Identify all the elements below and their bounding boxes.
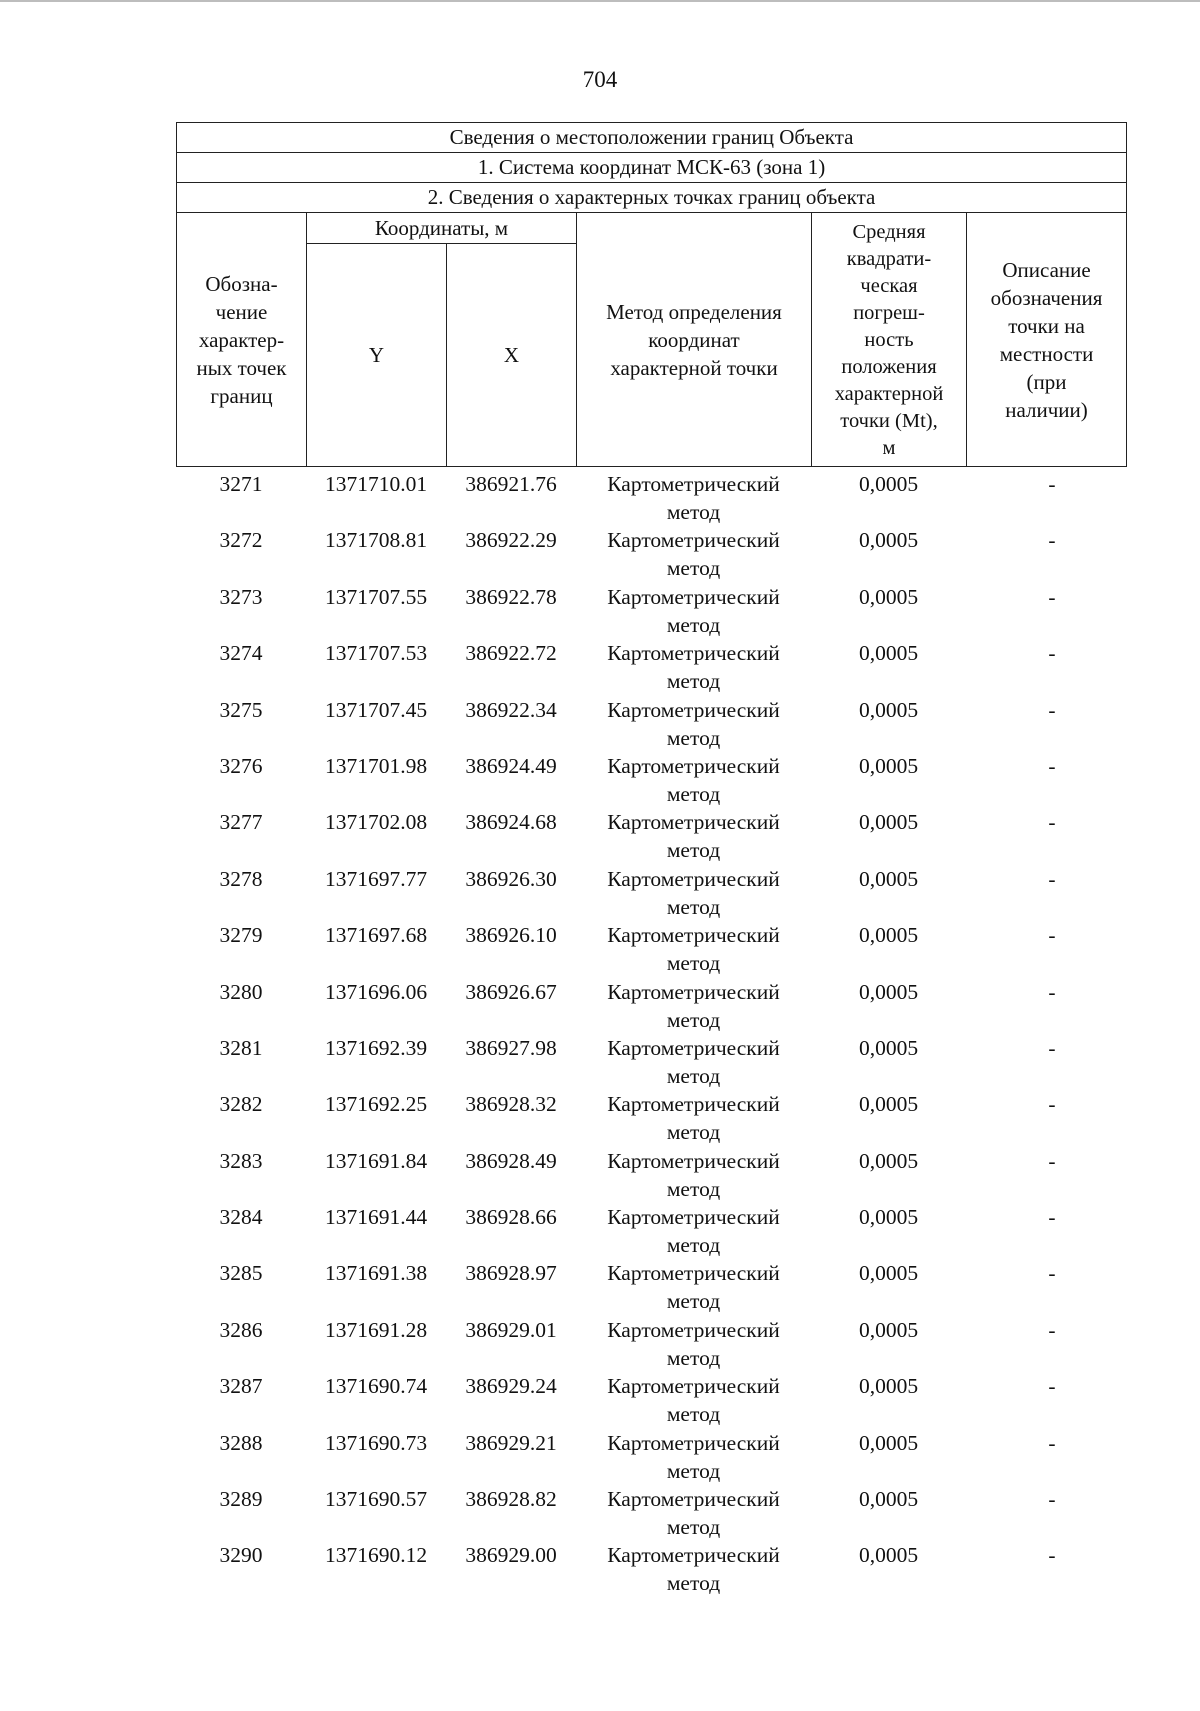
description-cell: - (1048, 1148, 1056, 1173)
mt-error-cell: 0,0005 (858, 1205, 919, 1230)
table-row (176, 1034, 1126, 1090)
coordinate-y-cell: 1371701.98 (324, 753, 428, 778)
method-cell: Картометрический метод (607, 1261, 780, 1314)
coordinate-x-cell: 386929.21 (465, 1430, 557, 1455)
coordinate-y-cell: 1371692.39 (324, 1035, 428, 1060)
point-id-cell: 3289 (219, 1487, 263, 1512)
coordinates-header: Координаты, м (307, 213, 577, 244)
method-cell: Картометрический метод (607, 753, 780, 806)
coordinate-y-cell: 1371708.81 (324, 528, 428, 553)
coordinate-y-cell: 1371692.25 (324, 1092, 428, 1117)
mt-error-cell: 0,0005 (858, 1487, 919, 1512)
table-row (176, 978, 1126, 1034)
coordinate-x-cell: 386927.98 (465, 1035, 557, 1060)
coordinate-y-cell: 1371710.01 (324, 472, 428, 496)
coordinate-x-cell: 386924.49 (465, 753, 557, 778)
boundary-header-table (176, 122, 1127, 467)
mt-error-cell: 0,0005 (858, 1261, 919, 1286)
table-row (176, 1316, 1126, 1372)
coordinate-x-cell: 386921.76 (465, 472, 557, 496)
point-id-cell: 3286 (219, 1317, 263, 1342)
method-cell: Картометрический метод (607, 1487, 780, 1540)
table-row (176, 865, 1126, 921)
mt-error-cell: 0,0005 (858, 866, 919, 891)
method-cell: Картометрический метод (607, 1035, 780, 1088)
description-cell: - (1048, 923, 1056, 948)
table-row (176, 808, 1126, 864)
table-row (176, 583, 1126, 639)
method-cell: Картометрический метод (607, 1148, 780, 1201)
point-id-cell: 3273 (219, 584, 263, 609)
method-cell: Картометрический метод (607, 584, 780, 637)
method-cell: Картометрический метод (607, 1374, 780, 1427)
table-row (176, 639, 1126, 695)
method-cell: Картометрический метод (607, 1092, 780, 1145)
description-cell: - (1048, 1205, 1056, 1230)
method-cell: Картометрический метод (607, 528, 780, 581)
point-id-cell: 3285 (219, 1261, 263, 1286)
coordinate-x-cell: 386926.67 (465, 979, 557, 1004)
point-id-cell: 3276 (219, 753, 263, 778)
mt-error-cell: 0,0005 (858, 472, 919, 496)
coordinate-x-cell: 386926.10 (465, 923, 557, 948)
table-row (176, 696, 1126, 752)
method-cell: Картометрический метод (607, 923, 780, 976)
description-cell: - (1048, 979, 1056, 1004)
point-id-cell: 3281 (219, 1035, 263, 1060)
mt-error-cell: 0,0005 (858, 1148, 919, 1173)
point-id-cell: 3284 (219, 1205, 263, 1230)
coordinate-x-cell: 386924.68 (465, 810, 557, 835)
point-id-cell: 3288 (219, 1430, 263, 1455)
coordinate-x-cell: 386929.24 (465, 1374, 557, 1399)
description-cell: - (1048, 528, 1056, 553)
top-rule (0, 0, 1200, 2)
point-id-cell: 3278 (219, 866, 263, 891)
description-cell: - (1048, 1374, 1056, 1399)
table-row (176, 1372, 1126, 1428)
coordinate-x-cell: 386928.66 (465, 1205, 557, 1230)
point-id-cell: 3271 (219, 472, 263, 496)
coordinate-x-cell: 386922.29 (465, 528, 557, 553)
coordinate-x-cell: 386928.32 (465, 1092, 557, 1117)
description-cell: - (1048, 753, 1056, 778)
boundary-points-table (176, 470, 1126, 1598)
points-section-title: 2. Сведения о характерных точках границ объекта (177, 183, 1127, 213)
table-row (176, 921, 1126, 977)
method-cell: Картометрический метод (607, 979, 780, 1032)
point-id-cell: 3290 (219, 1543, 263, 1568)
description-cell: - (1048, 1317, 1056, 1342)
coordinate-y-cell: 1371707.45 (324, 697, 428, 722)
method-header: Метод определения координат характерной точки (577, 213, 812, 467)
coordinate-y-cell: 1371697.68 (324, 923, 428, 948)
mt-error-cell: 0,0005 (858, 753, 919, 778)
point-id-cell: 3283 (219, 1148, 263, 1173)
method-cell: Картометрический метод (607, 1543, 780, 1596)
coordinate-y-cell: 1371691.44 (324, 1205, 428, 1230)
coordinate-y-cell: 1371696.06 (324, 979, 428, 1004)
y-header: Y (307, 244, 447, 467)
point-id-cell: 3275 (219, 697, 263, 722)
method-cell: Картометрический метод (607, 472, 780, 524)
method-cell: Картометрический метод (607, 810, 780, 863)
method-cell: Картометрический метод (607, 866, 780, 919)
mt-error-cell: 0,0005 (858, 584, 919, 609)
description-cell: - (1048, 810, 1056, 835)
coordinate-x-cell: 386922.72 (465, 641, 557, 666)
coordinate-x-cell: 386929.01 (465, 1317, 557, 1342)
point-id-cell: 3272 (219, 528, 263, 553)
description-cell: - (1048, 641, 1056, 666)
coordinate-x-cell: 386926.30 (465, 866, 557, 891)
method-cell: Картометрический метод (607, 697, 780, 750)
mt-error-cell: 0,0005 (858, 641, 919, 666)
table-row (176, 1147, 1126, 1203)
coordinate-y-cell: 1371707.55 (324, 584, 428, 609)
error-header: Средняя квадрати- ческая погреш- ность положения характерной точки (Mt), м (812, 213, 967, 467)
method-cell: Картометрический метод (607, 1205, 780, 1258)
table-row (176, 752, 1126, 808)
table-row (176, 1090, 1126, 1146)
method-cell: Картометрический метод (607, 641, 780, 694)
description-cell: - (1048, 1487, 1056, 1512)
description-cell: - (1048, 1035, 1056, 1060)
coordinate-system-title: 1. Система координат МСК-63 (зона 1) (177, 153, 1127, 183)
mt-error-cell: 0,0005 (858, 979, 919, 1004)
designation-header: Обозна- чение характер- ных точек границ (177, 213, 307, 467)
mt-error-cell: 0,0005 (858, 1092, 919, 1117)
point-id-cell: 3287 (219, 1374, 263, 1399)
method-cell: Картометрический метод (607, 1430, 780, 1483)
coordinate-y-cell: 1371690.12 (324, 1543, 428, 1568)
coordinate-x-cell: 386928.82 (465, 1487, 557, 1512)
point-id-cell: 3280 (219, 979, 263, 1004)
mt-error-cell: 0,0005 (858, 1374, 919, 1399)
point-id-cell: 3277 (219, 810, 263, 835)
description-cell: - (1048, 1543, 1056, 1568)
mt-error-cell: 0,0005 (858, 810, 919, 835)
mt-error-cell: 0,0005 (858, 1317, 919, 1342)
table-row (176, 1259, 1126, 1315)
point-id-cell: 3274 (219, 641, 263, 666)
table-row (176, 1541, 1126, 1597)
table-row (176, 1429, 1126, 1485)
table-row (176, 470, 1126, 526)
coordinate-y-cell: 1371707.53 (324, 641, 428, 666)
coordinate-y-cell: 1371691.38 (324, 1261, 428, 1286)
description-cell: - (1048, 1092, 1056, 1117)
description-cell: - (1048, 584, 1056, 609)
description-cell: - (1048, 697, 1056, 722)
description-cell: - (1048, 472, 1056, 496)
coordinate-x-cell: 386922.78 (465, 584, 557, 609)
coordinate-x-cell: 386928.49 (465, 1148, 557, 1173)
mt-error-cell: 0,0005 (858, 697, 919, 722)
coordinate-x-cell: 386928.97 (465, 1261, 557, 1286)
mt-error-cell: 0,0005 (858, 1430, 919, 1455)
table-row (176, 1485, 1126, 1541)
coordinate-y-cell: 1371690.57 (324, 1487, 428, 1512)
coordinate-y-cell: 1371691.84 (324, 1148, 428, 1173)
mt-error-cell: 0,0005 (858, 923, 919, 948)
coordinate-y-cell: 1371691.28 (324, 1317, 428, 1342)
description-cell: - (1048, 1261, 1056, 1286)
mt-error-cell: 0,0005 (858, 528, 919, 553)
method-cell: Картометрический метод (607, 1317, 780, 1370)
coordinate-y-cell: 1371690.73 (324, 1430, 428, 1455)
coordinate-x-cell: 386922.34 (465, 697, 557, 722)
mt-error-cell: 0,0005 (858, 1035, 919, 1060)
table-title: Сведения о местоположении границ Объекта (177, 123, 1127, 153)
point-id-cell: 3279 (219, 923, 263, 948)
coordinate-y-cell: 1371697.77 (324, 866, 428, 891)
description-cell: - (1048, 866, 1056, 891)
description-header: Описание обозначения точки на местности (при наличии) (967, 213, 1127, 467)
mt-error-cell: 0,0005 (858, 1543, 919, 1568)
x-header: X (447, 244, 577, 467)
table-row (176, 526, 1126, 582)
coordinate-y-cell: 1371690.74 (324, 1374, 428, 1399)
page-number: 704 (582, 67, 618, 92)
table-row (176, 1203, 1126, 1259)
description-cell: - (1048, 1430, 1056, 1455)
point-id-cell: 3282 (219, 1092, 263, 1117)
coordinate-y-cell: 1371702.08 (324, 810, 428, 835)
coordinate-x-cell: 386929.00 (465, 1543, 557, 1568)
